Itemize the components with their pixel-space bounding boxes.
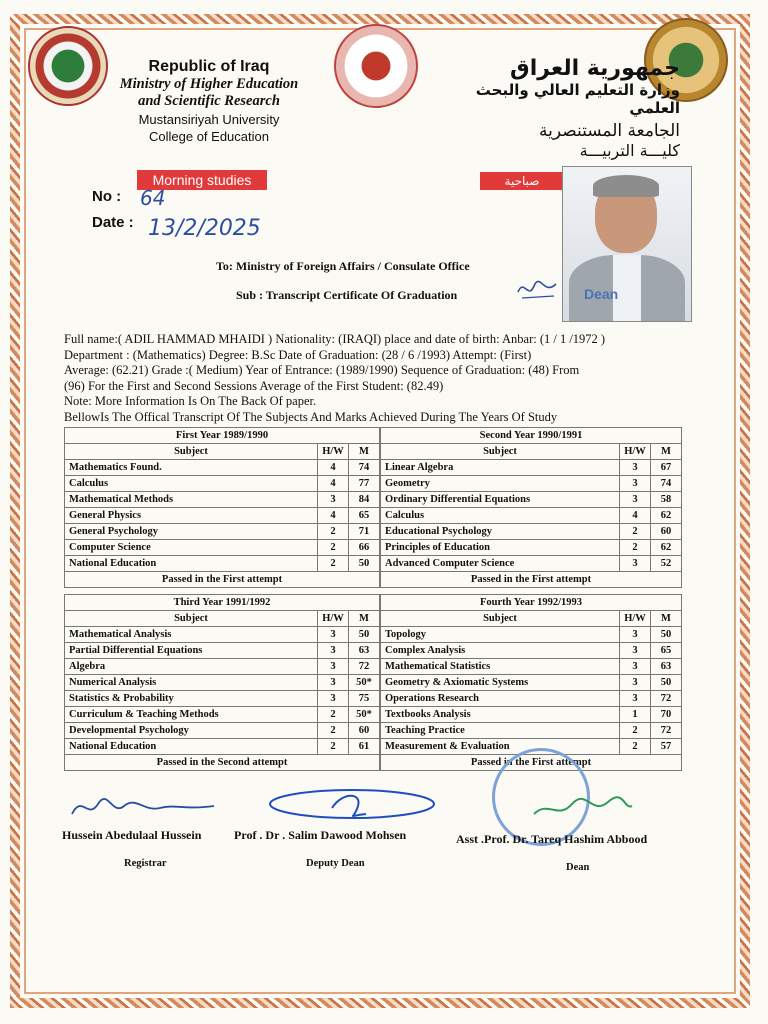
mark-cell: 57 [651,739,682,755]
dean-stamp: Dean [584,286,619,302]
subject-cell: Calculus [381,508,620,524]
subject-cell: Measurement & Evaluation [381,739,620,755]
mark-cell: 62 [651,508,682,524]
dean-signature-icon [528,790,638,824]
mark-cell: 65 [349,508,380,524]
mark-cell: 50 [349,627,380,643]
mark-cell: 67 [651,460,682,476]
info-line-6: BellowIs The Offical Transcript Of The Subjects And Marks Achieved During The Years Of Study [64,409,558,424]
hw-cell: 3 [318,492,349,508]
subject-cell: Educational Psychology [381,524,620,540]
deputy-dean-name: Prof . Dr . Salim Dawood Mohsen [234,828,407,842]
hw-cell: 1 [620,707,651,723]
table-row [381,675,682,691]
table-row [381,556,682,572]
table-row [381,643,682,659]
hw-cell: 3 [620,492,651,508]
dean-role: Dean [566,862,590,873]
student-photo [562,166,692,322]
mark-cell: 50* [349,707,380,723]
hw-cell: 3 [318,643,349,659]
table-row [381,723,682,739]
subject-cell: Mathematical Statistics [381,659,620,675]
col-subject: Subject [381,611,620,627]
header-ministry-2: and Scientific Research [138,93,280,109]
table-row [65,540,380,556]
table-row [381,627,682,643]
mark-cell: 52 [651,556,682,572]
table-title: Third Year 1991/1992 [65,595,380,611]
col-m: M [349,444,380,460]
subject-cell: Computer Science [65,540,318,556]
col-m: M [651,444,682,460]
hw-cell: 3 [620,556,651,572]
mark-cell: 63 [349,643,380,659]
col-hw: H/W [620,444,651,460]
subject-cell: Ordinary Differential Equations [381,492,620,508]
mark-cell: 70 [651,707,682,723]
hw-cell: 3 [620,627,651,643]
pass-status: Passed in the Second attempt [65,755,380,771]
mark-cell: 74 [349,460,380,476]
deputy-dean-signature-icon [262,782,442,830]
col-subject: Subject [65,611,318,627]
table-title: Fourth Year 1992/1993 [381,595,682,611]
subject-cell: Complex Analysis [381,643,620,659]
hw-cell: 3 [620,460,651,476]
col-m: M [651,611,682,627]
hw-cell: 4 [318,508,349,524]
table-row [65,476,380,492]
table-row [381,524,682,540]
ar-college: كليـــة التربيـــة [579,141,680,160]
hw-cell: 2 [620,723,651,739]
hw-cell: 2 [318,556,349,572]
subject-cell: Curriculum & Teaching Methods [65,707,318,723]
mark-cell: 72 [651,723,682,739]
hw-cell: 3 [620,643,651,659]
subject-cell: Operations Research [381,691,620,707]
date-value: 13/2/2025 [148,216,261,241]
subject-cell: National Education [65,556,318,572]
subject-cell: General Psychology [65,524,318,540]
hw-cell: 3 [318,691,349,707]
hw-cell: 3 [620,691,651,707]
arabic-studies-badge: صباحية [480,172,564,190]
pass-status: Passed in the First attempt [381,572,682,588]
ar-ministry: وزارة التعليم العالي والبحث العلمي [475,81,680,117]
arabic-header [470,56,680,160]
table-row [381,540,682,556]
hw-cell: 2 [318,723,349,739]
ar-university: الجامعة المستنصرية [538,121,680,141]
fourth-year-table [380,594,682,771]
first-year-table [64,427,380,588]
table-row [381,508,682,524]
table-row [65,739,380,755]
mark-cell: 50 [651,627,682,643]
mark-cell: 75 [349,691,380,707]
table-row [65,627,380,643]
col-subject: Subject [65,444,318,460]
subject-cell: Statistics & Probability [65,691,318,707]
mark-cell: 60 [651,524,682,540]
recipient-line: To: Ministry of Foreign Affairs / Consulate Office [216,259,470,273]
table-row [65,492,380,508]
subject-cell: Advanced Computer Science [381,556,620,572]
subject-cell: Topology [381,627,620,643]
table-title: First Year 1989/1990 [65,428,380,444]
mark-cell: 50 [349,556,380,572]
table-row [65,675,380,691]
subject-cell: Mathematics Found. [65,460,318,476]
mark-cell: 50* [349,675,380,691]
col-hw: H/W [620,611,651,627]
second-year-table [380,427,682,588]
mark-cell: 50 [651,675,682,691]
subject-cell: Partial Differential Equations [65,643,318,659]
table-row [65,723,380,739]
header-college: College of Education [149,129,269,144]
hw-cell: 2 [318,739,349,755]
ar-country: جمهورية العراق [510,56,680,81]
mark-cell: 72 [349,659,380,675]
subject-cell: Mathematical Analysis [65,627,318,643]
ministry-seal-icon [334,24,418,108]
table-row [65,691,380,707]
subject-cell: Algebra [65,659,318,675]
table-title: Second Year 1990/1991 [381,428,682,444]
deputy-dean-role: Deputy Dean [306,858,365,869]
table-row [65,524,380,540]
ref-number-label: No : [92,188,122,205]
subject-cell: Numerical Analysis [65,675,318,691]
col-hw: H/W [318,611,349,627]
mark-cell: 65 [651,643,682,659]
student-info [64,332,704,425]
registrar-role: Registrar [124,858,167,869]
hw-cell: 2 [620,739,651,755]
mark-cell: 62 [651,540,682,556]
subject-cell: Mathematical Methods [65,492,318,508]
pass-status: Passed in the First attempt [381,755,682,771]
date-label: Date : [92,214,134,231]
info-line-3: Average: (62.21) Grade :( Medium) Year of Entrance: (1989/1990) Sequence of Graduation: (48) From [64,363,580,377]
table-row [381,707,682,723]
col-hw: H/W [318,444,349,460]
mark-cell: 66 [349,540,380,556]
header-ministry: Ministry of Higher Education [119,76,299,92]
hw-cell: 4 [318,460,349,476]
subject-cell: National Education [65,739,318,755]
header-university: Mustansiriyah University [138,112,280,127]
hw-cell: 3 [318,659,349,675]
hw-cell: 3 [620,476,651,492]
hw-cell: 2 [318,540,349,556]
english-header [94,58,324,144]
hw-cell: 2 [318,707,349,723]
table-row [65,707,380,723]
registrar-signature-icon [64,786,224,826]
mark-cell: 60 [349,723,380,739]
subject-cell: Linear Algebra [381,460,620,476]
mark-cell: 77 [349,476,380,492]
table-row [381,460,682,476]
subject-cell: Geometry [381,476,620,492]
table-row [65,643,380,659]
table-row [65,659,380,675]
hw-cell: 3 [318,627,349,643]
mark-cell: 63 [651,659,682,675]
table-row [381,691,682,707]
hw-cell: 3 [620,675,651,691]
subject-cell: Calculus [65,476,318,492]
info-line-5: Note: More Information Is On The Back Of paper. [64,394,317,408]
mark-cell: 84 [349,492,380,508]
subject-cell: Geometry & Axiomatic Systems [381,675,620,691]
third-year-table [64,594,380,771]
col-subject: Subject [381,444,620,460]
hw-cell: 4 [620,508,651,524]
subject-cell: Textbooks Analysis [381,707,620,723]
col-m: M [349,611,380,627]
registrar-name: Hussein Abedulaal Hussein [62,828,202,842]
table-row [381,659,682,675]
ref-number-value: 64 [140,186,166,210]
info-line-2: Department : (Mathematics) Degree: B.Sc Date of Graduation: (28 / 6 /1993) Attempt: (First) [64,347,532,362]
hw-cell: 2 [318,524,349,540]
table-row [381,476,682,492]
initial-signature-icon [514,270,560,306]
subject-cell: Teaching Practice [381,723,620,739]
subject-cell: Principles of Education [381,540,620,556]
hw-cell: 2 [620,540,651,556]
hw-cell: 2 [620,524,651,540]
mark-cell: 74 [651,476,682,492]
table-row [65,460,380,476]
dean-name: Asst .Prof. Dr. Tareq Hashim Abbood [456,832,648,846]
header-country: Republic of Iraq [148,58,270,75]
mark-cell: 58 [651,492,682,508]
morning-studies-badge: Morning studies [137,170,267,190]
subject-cell: Developmental Psychology [65,723,318,739]
subject-line: Sub : Transcript Certificate Of Graduation [236,288,458,302]
info-line-1: Full name:( ADIL HAMMAD MHAIDI ) Nationality: (IRAQI) place and date of birth: Anbar: (1 / 1 /1972 ) [64,332,606,346]
hw-cell: 3 [318,675,349,691]
table-row [65,508,380,524]
hw-cell: 4 [318,476,349,492]
mark-cell: 71 [349,524,380,540]
pass-status: Passed in the First attempt [65,572,380,588]
table-row [65,556,380,572]
hw-cell: 3 [620,659,651,675]
mark-cell: 72 [651,691,682,707]
subject-cell: General Physics [65,508,318,524]
info-line-4: (96) For the First and Second Sessions Average of the First Student: (82.49) [64,378,444,393]
mark-cell: 61 [349,739,380,755]
table-row [381,492,682,508]
